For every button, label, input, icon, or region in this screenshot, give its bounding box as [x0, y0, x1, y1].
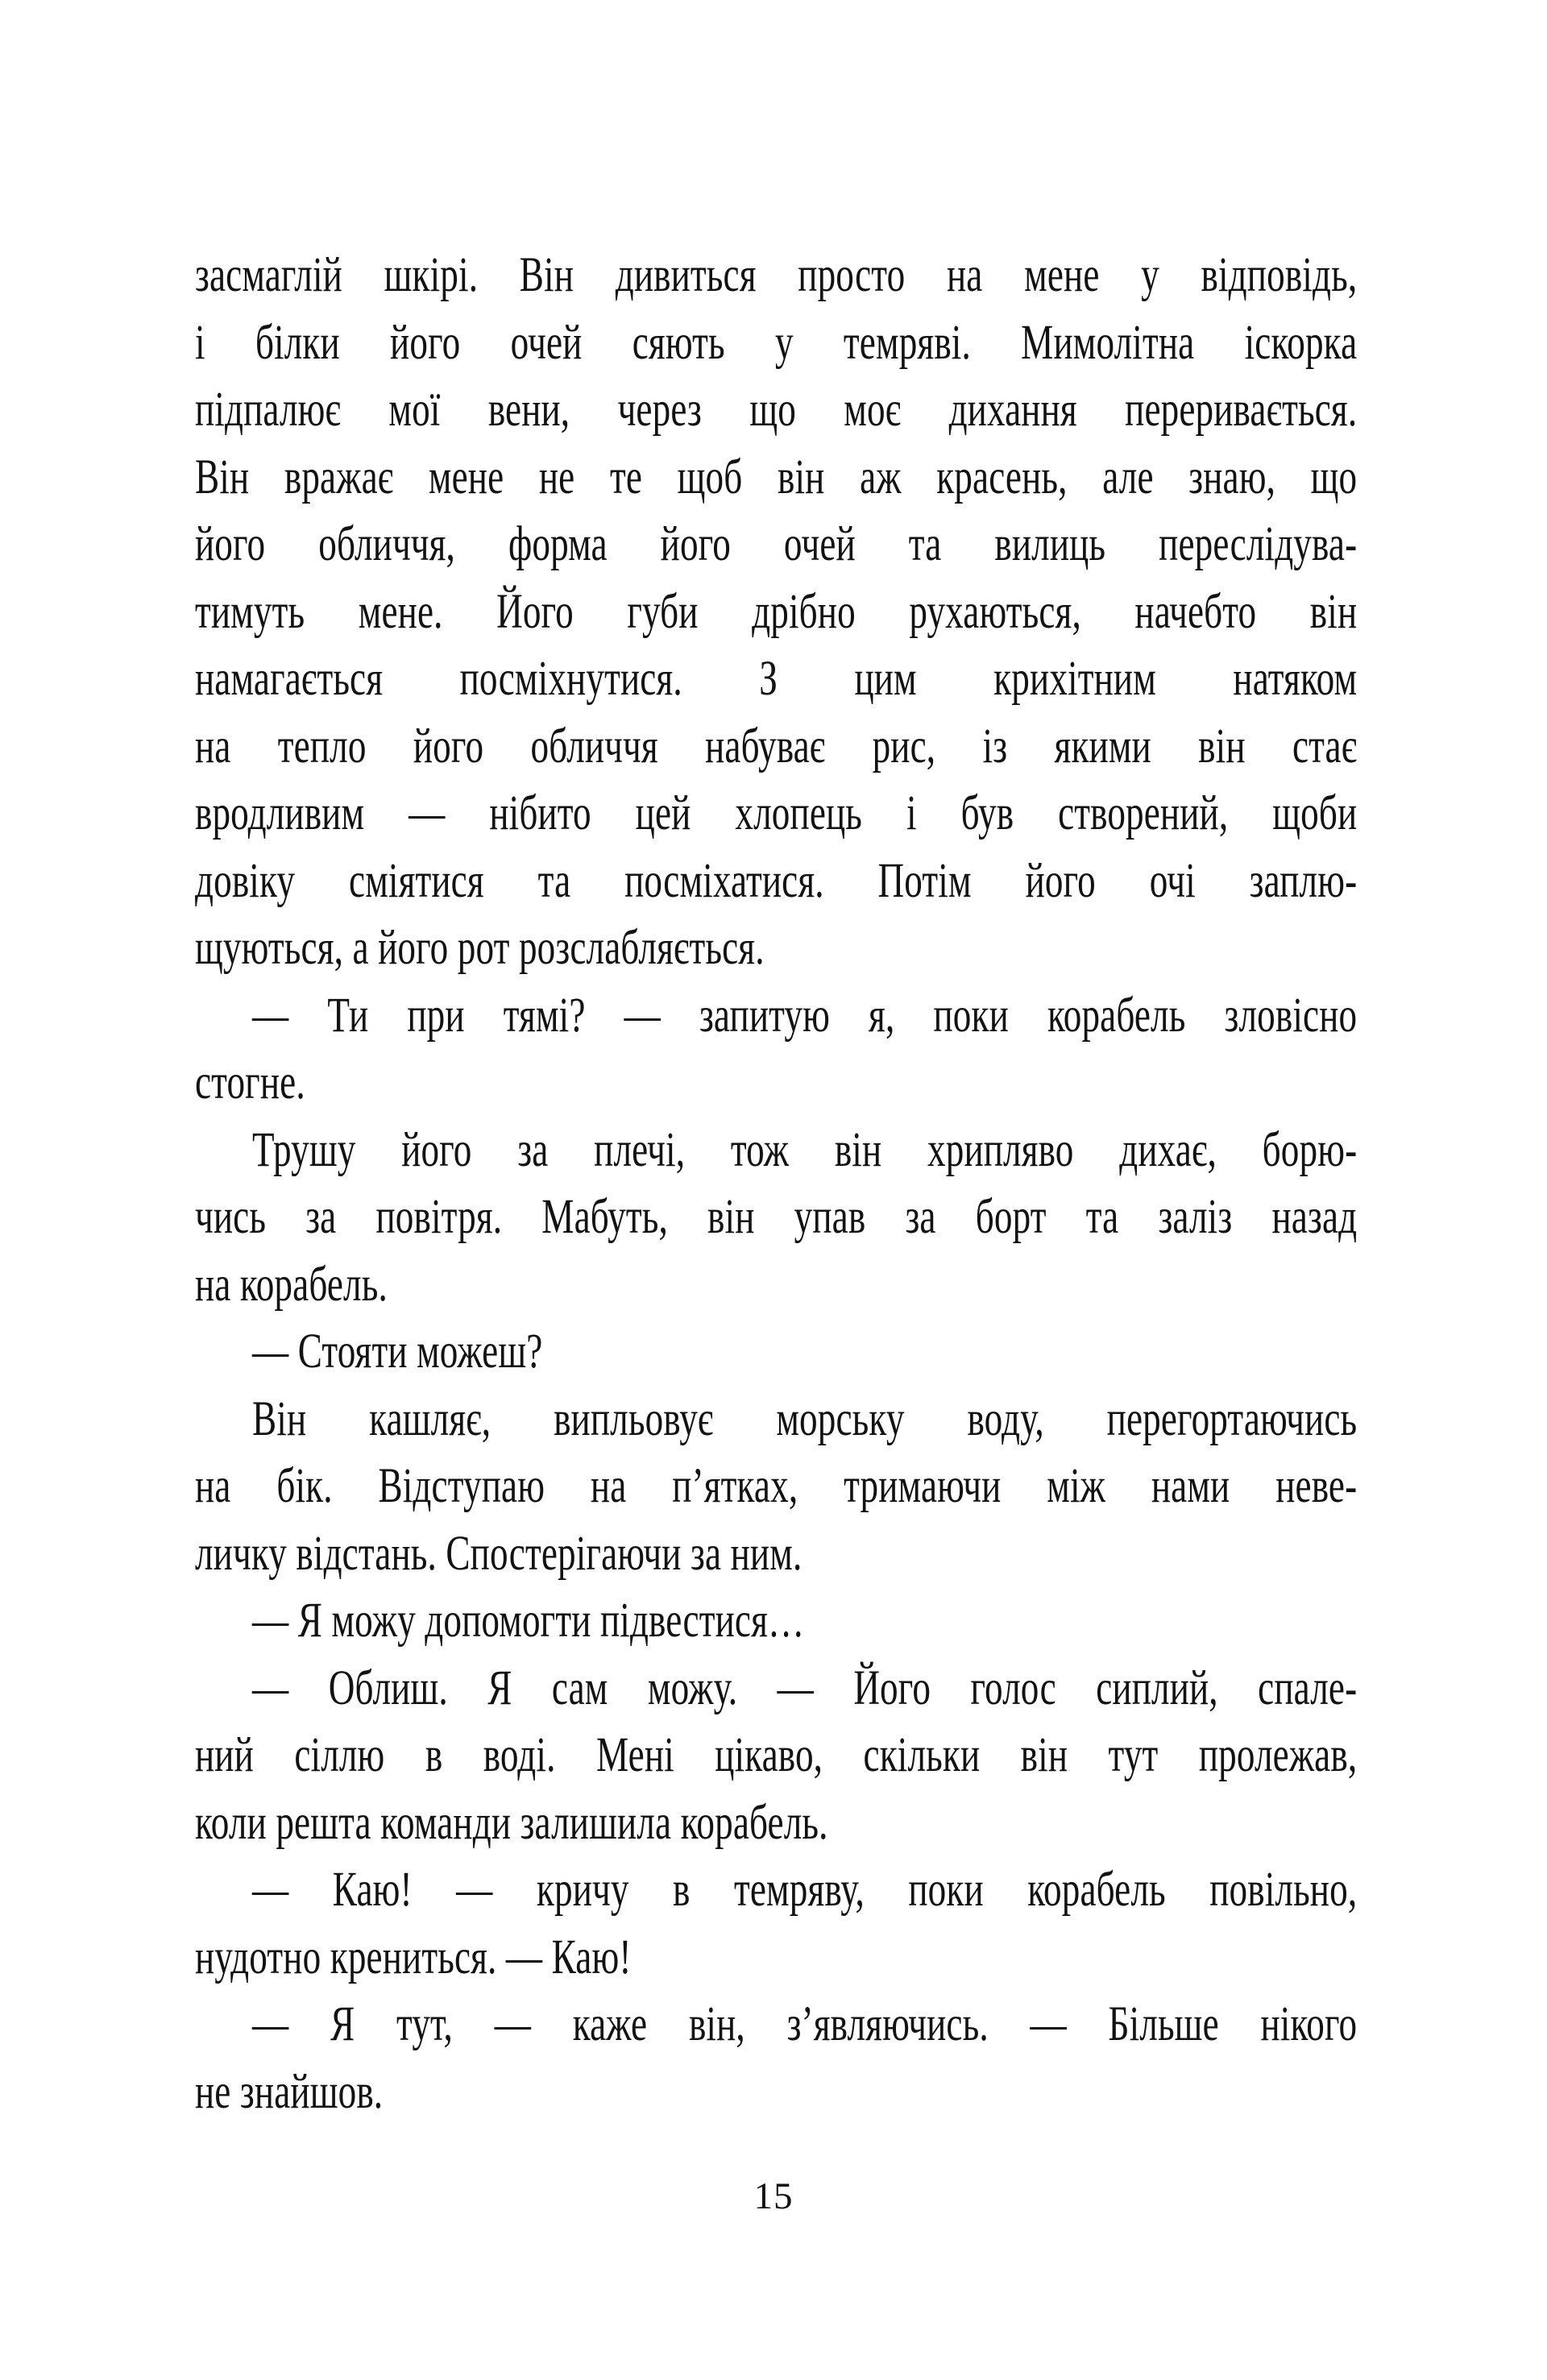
- text-line: чись за повітря. Мабуть, він упав за борт та заліз назад: [195, 1190, 1358, 1244]
- paragraph: [195, 1856, 1357, 1991]
- paragraph: [195, 982, 1357, 1117]
- paragraph: [195, 1386, 1357, 1588]
- text-line: Він кашляє, випльовує морську воду, перегортаючись: [252, 1391, 1358, 1446]
- paragraph: [195, 1318, 1357, 1386]
- text-line: нудотно крениться. — Каю!: [195, 1930, 632, 1984]
- text-line: личку відстань. Спостерігаючи за ним.: [195, 1526, 803, 1581]
- text-line: Він вражає мене не те щоб він аж красень, але знаю, що: [195, 450, 1358, 504]
- text-line: — Я можу допомогти підвестися…: [252, 1594, 805, 1648]
- text-line: — Каю! — кричу в темряву, поки корабель повільно,: [252, 1863, 1358, 1917]
- text-line: засмаглій шкірі. Він дивиться просто на мене у відповідь,: [195, 248, 1358, 302]
- text-line: щуються, а його рот розслабляється.: [195, 921, 765, 975]
- paragraph: [195, 242, 1357, 982]
- paragraph: [195, 1117, 1357, 1319]
- text-line: його обличчя, форма його очей та вилиць переслідува-: [195, 517, 1358, 571]
- text-line: коли решта команди залишила корабель.: [195, 1795, 828, 1850]
- paragraph: [195, 1655, 1357, 1857]
- text-line: стогне.: [195, 1055, 305, 1109]
- text-line: на тепло його обличчя набуває рис, із якими він стає: [195, 719, 1358, 773]
- text-line: — Стояти можеш?: [252, 1325, 543, 1379]
- text-line: Трушу його за плечі, тож він хрипляво дихає, борю-: [252, 1122, 1358, 1177]
- text-line: на корабель.: [195, 1257, 388, 1312]
- text-line: намагається посміхнутися. З цим крихітним натяком: [195, 652, 1358, 706]
- text-line: і білки його очей сяють у темряві. Мимолітна іскорка: [195, 315, 1358, 370]
- text-line: вродливим — нібито цей хлопець і був створений, щоби: [195, 786, 1358, 840]
- text-line: — Ти при тямі? — запитую я, поки корабель зловісно: [252, 988, 1358, 1043]
- text-line: підпалює мої вени, через що моє дихання переривається.: [195, 383, 1358, 437]
- paragraph: [195, 1587, 1357, 1655]
- page-number: 15: [753, 2175, 794, 2217]
- text-line: не знайшов.: [195, 2064, 384, 2119]
- text-line: — Я тут, — каже він, з’являючись. — Більше нікого: [252, 1997, 1358, 2051]
- page-text-block: [195, 242, 1357, 2125]
- paragraph: [195, 1991, 1357, 2125]
- text-line: тимуть мене. Його губи дрібно рухаються, начебто він: [195, 584, 1358, 639]
- text-line: ний сіллю в воді. Мені цікаво, скільки він тут пролежав,: [195, 1728, 1358, 1782]
- text-line: на бік. Відступаю на п’ятках, тримаючи між нами неве-: [195, 1459, 1358, 1513]
- text-line: — Облиш. Я сам можу. — Його голос сиплий, спале-: [252, 1661, 1358, 1715]
- text-line: довіку сміятися та посміхатися. Потім його очі заплю-: [195, 853, 1358, 908]
